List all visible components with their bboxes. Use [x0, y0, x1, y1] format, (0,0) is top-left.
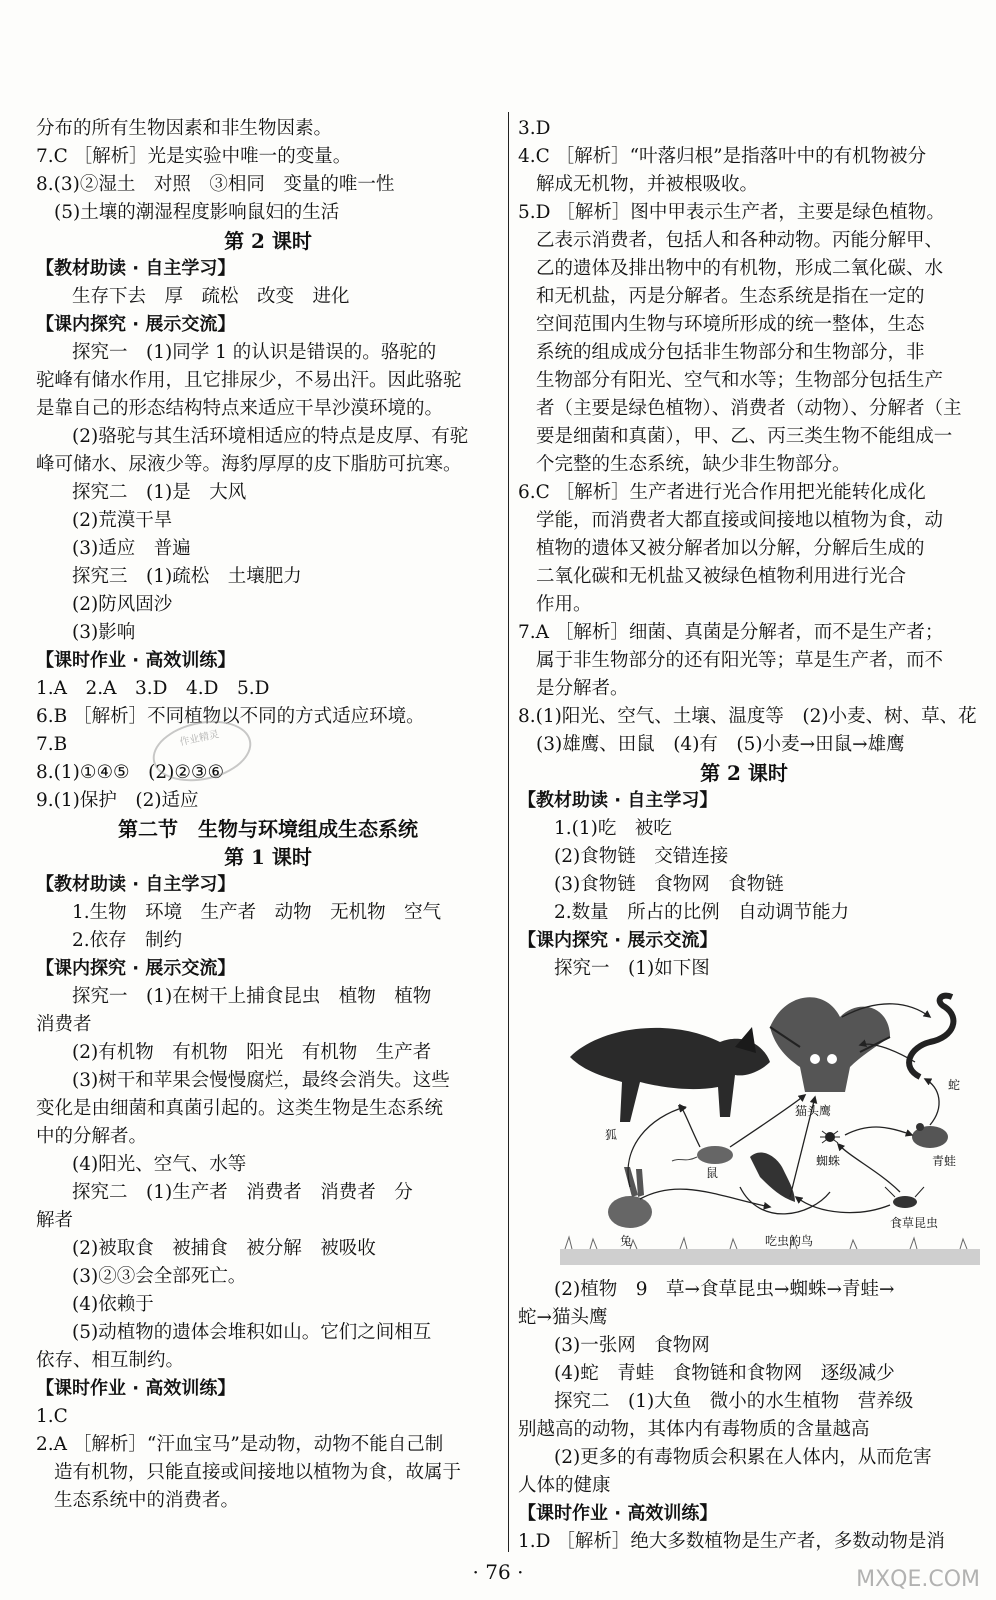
text-line: 蛇→猫头鹰 — [518, 1307, 608, 1328]
text-line: 造有机物，只能直接或间接地以植物为食，故属于 — [54, 1462, 462, 1483]
text-line: 3.D — [518, 118, 551, 139]
text-line: 2.数量 所占的比例 自动调节能力 — [554, 902, 850, 923]
text-line: 植物的遗体又被分解者加以分解，分解后生成的 — [536, 538, 925, 559]
text-line: 驼峰有储水作用，且它排尿少，不易出汗。因此骆驼 — [36, 370, 462, 391]
spider-label: 蜘蛛 — [816, 1154, 841, 1168]
rabbit-label: 兔 — [620, 1234, 633, 1248]
text-line: 5.D ［解析］图中甲表示生产者，主要是绿色植物。 — [518, 202, 945, 223]
section-heading: 【课时作业 · 高效训练】 — [36, 1378, 236, 1399]
section-heading: 【教材助读 · 自主学习】 — [518, 790, 718, 811]
text-line: 解成无机物，并被根吸收。 — [536, 174, 759, 195]
text-line: (4)阳光、空气、水等 — [72, 1154, 247, 1175]
text-line: 乙表示消费者，包括人和各种动物。丙能分解甲、 — [536, 230, 944, 251]
text-line: 空间范围内生物与环境所形成的统一整体，生态 — [536, 314, 925, 335]
text-line: (2)骆驼与其生活环境相适应的特点是皮厚、有驼 — [72, 426, 469, 447]
text-line: (2)更多的有毒物质会积累在人体内，从而危害 — [554, 1447, 932, 1468]
snake-label: 蛇 — [948, 1078, 961, 1092]
left-column — [36, 115, 500, 1515]
text-line: 1.(1)吃 被吃 — [554, 818, 672, 839]
text-line: 是靠自己的形态结构特点来适应干旱沙漠环境的。 — [36, 398, 444, 419]
food-web-figure — [560, 987, 980, 1265]
text-line: (2)荒漠干旱 — [72, 510, 173, 531]
text-line: 7.A ［解析］细菌、真菌是分解者，而不是生产者； — [518, 622, 944, 643]
watermark: MXQE.COM — [856, 1567, 980, 1592]
text-line: 8.(3)②湿土 对照 ③相同 变量的唯一性 — [36, 174, 395, 195]
text-line: 探究一 (1)如下图 — [554, 958, 710, 979]
text-line: 1.C — [36, 1406, 68, 1427]
text-line: 2.A ［解析］“汗血宝马”是动物，动物不能自己制 — [36, 1434, 444, 1455]
text-line: (5)土壤的潮湿程度影响鼠妇的生活 — [54, 202, 340, 223]
text-line: (3)一张网 食物网 — [554, 1335, 710, 1356]
text-line: 作用。 — [536, 594, 592, 615]
bird-label: 吃虫的鸟 — [765, 1234, 814, 1248]
text-line: 分布的所有生物因素和非生物因素。 — [36, 118, 333, 139]
text-line: 2.依存 制约 — [72, 930, 183, 951]
text-line: 1.生物 环境 生产者 动物 无机物 空气 — [72, 902, 442, 923]
text-line: 7.C ［解析］光是实验中唯一的变量。 — [36, 146, 352, 167]
text-line: 变化是由细菌和真菌引起的。这类生物是生态系统 — [36, 1098, 444, 1119]
right-column — [518, 115, 977, 1556]
section-heading: 【课时作业 · 高效训练】 — [36, 650, 236, 671]
text-line: 探究一 (1)在树干上捕食昆虫 植物 植物 — [72, 986, 432, 1007]
text-line: 探究一 (1)同学 1 的认识是错误的。骆驼的 — [72, 342, 437, 363]
text-line: 6.B ［解析］不同植物以不同的方式适应环境。 — [36, 706, 425, 727]
stamp-text: 作业精灵 — [178, 729, 221, 749]
text-line: 系统的组成成分包括非生物部分和生物部分，非 — [536, 342, 925, 363]
text-line: (2)植物 9 草→食草昆虫→蜘蛛→青蛙→ — [554, 1279, 895, 1300]
text-line: (2)食物链 交错连接 — [554, 846, 729, 867]
text-line: 1.A 2.A 3.D 4.D 5.D — [36, 678, 270, 699]
text-line: (3)树干和苹果会慢慢腐烂，最终会消失。这些 — [72, 1070, 450, 1091]
lesson-title: 第二节 生物与环境组成生态系统 — [118, 817, 418, 841]
text-line: 生存下去 厚 疏松 改变 进化 — [72, 286, 350, 307]
section-heading: 【课内探究 · 展示交流】 — [36, 958, 236, 979]
lesson-title: 第 2 课时 — [700, 761, 788, 785]
text-line: 解者 — [36, 1210, 74, 1231]
section-heading: 【教材助读 · 自主学习】 — [36, 874, 236, 895]
text-line: (4)依赖于 — [72, 1294, 154, 1315]
text-line: 8.(1)阳光、空气、土壤、温度等 (2)小麦、树、草、花 — [518, 706, 977, 727]
text-line: 人体的健康 — [518, 1475, 611, 1496]
right-column-top — [518, 115, 977, 983]
text-line: 属于非生物部分的还有阳光等；草是生产者，而不 — [536, 650, 944, 671]
text-line: 乙的遗体及排出物中的有机物，形成二氧化碳、水 — [536, 258, 944, 279]
text-line: 探究二 (1)生产者 消费者 消费者 分 — [72, 1182, 413, 1203]
text-line: 和无机盐，丙是分解者。生态系统是指在一定的 — [536, 286, 925, 307]
text-line: 生态系统中的消费者。 — [54, 1490, 240, 1511]
text-line: 中的分解者。 — [36, 1126, 148, 1147]
page-number: · 76 · — [472, 1560, 524, 1584]
text-line: (2)有机物 有机物 阳光 有机物 生产者 — [72, 1042, 432, 1063]
text-line: 9.(1)保护 (2)适应 — [36, 790, 199, 811]
text-line: 个完整的生态系统，缺少非生物部分。 — [536, 454, 851, 475]
text-line: 峰可储水、尿液少等。海豹厚厚的皮下脂肪可抗寒。 — [36, 454, 462, 475]
text-line: 7.B — [36, 734, 68, 755]
text-line: 探究三 (1)疏松 土壤肥力 — [72, 566, 302, 587]
text-line: (2)防风固沙 — [72, 594, 173, 615]
text-line: 1.D ［解析］绝大多数植物是生产者，多数动物是消 — [518, 1531, 945, 1552]
text-line: 6.C ［解析］生产者进行光合作用把光能转化成化 — [518, 482, 926, 503]
text-line: (3)②③会全部死亡。 — [72, 1266, 247, 1287]
text-line: 探究二 (1)大鱼 微小的水生植物 营养级 — [554, 1391, 914, 1412]
grass-ground — [560, 1249, 980, 1265]
text-line: 者（主要是绿色植物）、消费者（动物）、分解者（主 — [536, 398, 962, 419]
text-line: (2)被取食 被捕食 被分解 被吸收 — [72, 1238, 376, 1259]
text-line: 要是细菌和真菌），甲、乙、丙三类生物不能组成一 — [536, 426, 953, 447]
lesson-title: 第 1 课时 — [224, 845, 312, 869]
text-line: (3)雄鹰、田鼠 (4)有 (5)小麦→田鼠→雄鹰 — [536, 734, 905, 755]
text-line: (3)适应 普遍 — [72, 538, 191, 559]
frog-label: 青蛙 — [932, 1154, 957, 1168]
section-heading: 【课内探究 · 展示交流】 — [518, 930, 718, 951]
text-line: (5)动植物的遗体会堆积如山。它们之间相互 — [72, 1322, 432, 1343]
text-line: (3)食物链 食物网 食物链 — [554, 874, 784, 895]
lesson-title: 第 2 课时 — [224, 229, 312, 253]
text-line: (4)蛇 青蛙 食物链和食物网 逐级减少 — [554, 1363, 895, 1384]
right-column-bottom — [518, 1276, 970, 1556]
section-heading: 【教材助读 · 自主学习】 — [36, 258, 236, 279]
section-heading: 【课内探究 · 展示交流】 — [36, 314, 236, 335]
text-line: 4.C ［解析］“叶落归根”是指落叶中的有机物被分 — [518, 146, 927, 167]
text-line: 消费者 — [36, 1014, 92, 1035]
fox-label: 狐 — [605, 1128, 618, 1142]
text-line: 二氧化碳和无机盐又被绿色植物利用进行光合 — [536, 566, 907, 587]
owl-label: 猫头鹰 — [795, 1104, 832, 1118]
text-line: 依存、相互制约。 — [36, 1350, 185, 1371]
column-divider — [508, 112, 509, 1552]
mouse-label: 鼠 — [706, 1166, 719, 1180]
text-line: 学能，而消费者大都直接或间接地以植物为食，动 — [536, 510, 944, 531]
text-line: 探究二 (1)是 大风 — [72, 482, 247, 503]
insect-label: 食草昆虫 — [890, 1216, 939, 1230]
text-line: 是分解者。 — [536, 678, 629, 699]
text-line: (3)影响 — [72, 622, 136, 643]
text-line: 别越高的动物，其体内有毒物质的含量越高 — [518, 1419, 870, 1440]
text-line: 生物部分有阳光、空气和水等；生物部分包括生产 — [536, 370, 944, 391]
text-line: 8.(1)①④⑤ (2)②③⑥ — [36, 762, 225, 783]
section-heading: 【课时作业 · 高效训练】 — [518, 1503, 718, 1524]
